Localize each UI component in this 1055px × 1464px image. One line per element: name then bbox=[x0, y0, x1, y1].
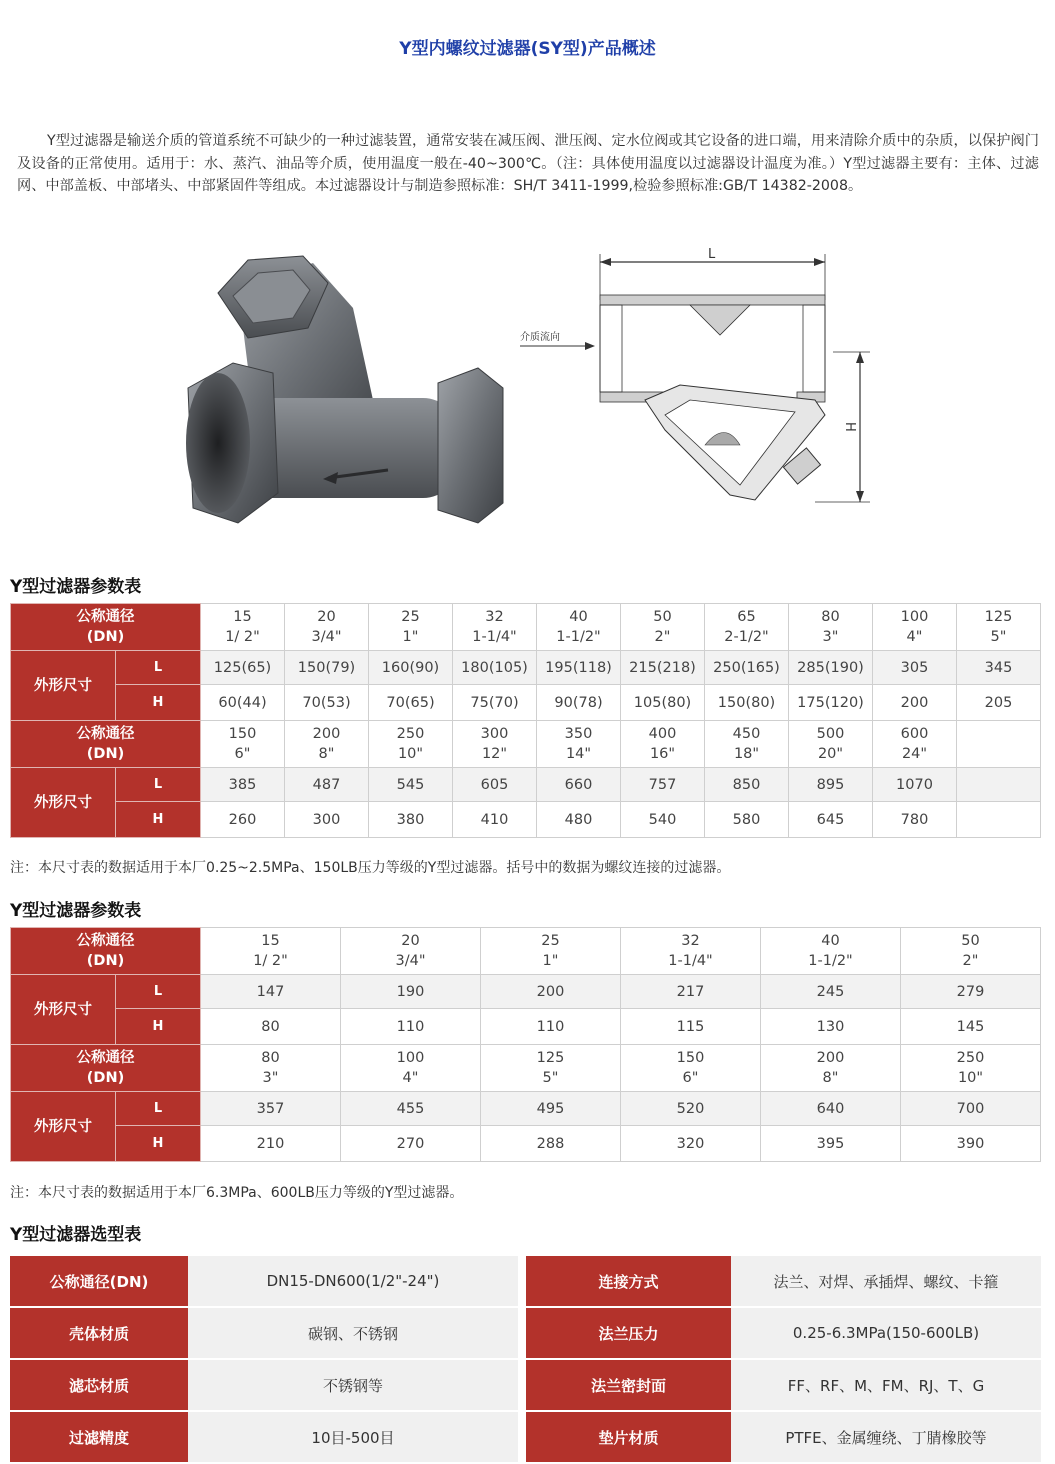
L-cell: 850 bbox=[705, 768, 789, 802]
H-cell: 780 bbox=[873, 802, 957, 838]
inch-value: 10" bbox=[957, 1070, 984, 1086]
L-cell: 147 bbox=[201, 975, 341, 1009]
L-cell: 545 bbox=[369, 768, 453, 802]
inch-value: 6" bbox=[682, 1070, 699, 1086]
inch-value: 18" bbox=[733, 746, 760, 762]
y-strainer-section-drawing-icon bbox=[515, 240, 895, 520]
parameter-table-2 bbox=[10, 927, 1041, 1162]
H-cell: 395 bbox=[761, 1126, 901, 1162]
dn-cell bbox=[341, 928, 481, 975]
H-cell: 90(78) bbox=[537, 685, 621, 721]
selection-row bbox=[10, 1412, 1041, 1464]
H-cell: 320 bbox=[621, 1126, 761, 1162]
L-cell: 640 bbox=[761, 1092, 901, 1126]
dn-value: 25 bbox=[541, 933, 560, 949]
inch-value: 5" bbox=[542, 1070, 559, 1086]
H-cell: 80 bbox=[201, 1009, 341, 1045]
table1-title: Y型过滤器参数表 bbox=[10, 577, 142, 597]
inch-value: 3/4" bbox=[395, 953, 426, 969]
dn-header-line2: (DN) bbox=[86, 746, 125, 762]
inch-value: 5" bbox=[990, 629, 1007, 645]
dn-cell bbox=[621, 1045, 761, 1092]
dn-cell bbox=[201, 928, 341, 975]
selection-value: 10目-500目 bbox=[188, 1412, 526, 1464]
inch-value: 2" bbox=[654, 629, 671, 645]
H-header: H bbox=[116, 802, 201, 838]
dn-value: 450 bbox=[732, 726, 761, 742]
dn-value: 25 bbox=[401, 609, 420, 625]
dn-value: 80 bbox=[261, 1050, 280, 1066]
dn-value: 40 bbox=[569, 609, 588, 625]
dn-header-line1: 公称通径 bbox=[76, 1050, 135, 1066]
L-cell: 487 bbox=[285, 768, 369, 802]
dn-value: 32 bbox=[485, 609, 504, 625]
selection-label: 法兰压力 bbox=[526, 1308, 731, 1360]
inch-value: 16" bbox=[649, 746, 676, 762]
L-cell: 125(65) bbox=[201, 651, 285, 685]
dn-cell bbox=[341, 1045, 481, 1092]
inch-value: 1-1/2" bbox=[808, 953, 853, 969]
H-cell: 130 bbox=[761, 1009, 901, 1045]
H-header: H bbox=[116, 1009, 201, 1045]
page-title: Y型内螺纹过滤器(SY型)产品概述 bbox=[399, 39, 656, 59]
cross-section-diagram bbox=[515, 240, 895, 520]
L-cell: 217 bbox=[621, 975, 761, 1009]
dn-row bbox=[11, 604, 1041, 651]
H-cell: 300 bbox=[285, 802, 369, 838]
intro-paragraph bbox=[17, 130, 1039, 198]
inch-value: 1" bbox=[402, 629, 419, 645]
H-cell: 70(65) bbox=[369, 685, 453, 721]
L-cell: 757 bbox=[621, 768, 705, 802]
dn-value: 350 bbox=[564, 726, 593, 742]
dn-cell bbox=[369, 721, 453, 768]
dn-cell bbox=[285, 721, 369, 768]
dn-header bbox=[11, 1045, 201, 1092]
selection-label: 法兰密封面 bbox=[526, 1360, 731, 1412]
H-cell: 175(120) bbox=[789, 685, 873, 721]
height-row bbox=[11, 1126, 1041, 1162]
L-cell: 495 bbox=[481, 1092, 621, 1126]
dn-value: 250 bbox=[396, 726, 425, 742]
selection-label: 滤芯材质 bbox=[10, 1360, 188, 1412]
H-cell: 380 bbox=[369, 802, 453, 838]
dn-cell bbox=[957, 604, 1041, 651]
H-cell: 70(53) bbox=[285, 685, 369, 721]
L-cell bbox=[957, 768, 1041, 802]
dn-header bbox=[11, 721, 201, 768]
H-cell: 205 bbox=[957, 685, 1041, 721]
L-cell: 895 bbox=[789, 768, 873, 802]
selection-label: 连接方式 bbox=[526, 1256, 731, 1308]
L-cell: 660 bbox=[537, 768, 621, 802]
H-cell: 105(80) bbox=[621, 685, 705, 721]
height-row bbox=[11, 802, 1041, 838]
length-row bbox=[11, 975, 1041, 1009]
inch-value: 1/ 2" bbox=[225, 629, 260, 645]
length-row bbox=[11, 1092, 1041, 1126]
product-photo bbox=[178, 248, 508, 538]
H-cell: 145 bbox=[901, 1009, 1041, 1045]
table1-note: 注：本尺寸表的数据适用于本厂0.25~2.5MPa、150LB压力等级的Y型过滤器。括号中的数据为螺纹连接的过滤器。 bbox=[10, 860, 731, 876]
dn-value: 400 bbox=[648, 726, 677, 742]
dn-cell bbox=[901, 928, 1041, 975]
inch-value: 8" bbox=[822, 1070, 839, 1086]
dn-cell bbox=[453, 604, 537, 651]
inch-value: 20" bbox=[817, 746, 844, 762]
selection-row bbox=[10, 1308, 1041, 1360]
dn-value: 300 bbox=[480, 726, 509, 742]
dn-value: 600 bbox=[900, 726, 929, 742]
dn-value: 100 bbox=[396, 1050, 425, 1066]
dn-value: 32 bbox=[681, 933, 700, 949]
selection-table bbox=[10, 1256, 1041, 1464]
dn-cell bbox=[957, 721, 1041, 768]
dn-cell bbox=[537, 604, 621, 651]
H-cell: 410 bbox=[453, 802, 537, 838]
selection-label: 过滤精度 bbox=[10, 1412, 188, 1464]
dn-row bbox=[11, 928, 1041, 975]
L-cell: 357 bbox=[201, 1092, 341, 1126]
table2-title: Y型过滤器参数表 bbox=[10, 901, 142, 921]
dimension-header: 外形尺寸 bbox=[11, 975, 116, 1045]
L-cell: 190 bbox=[341, 975, 481, 1009]
selection-value: PTFE、金属缠绕、丁腈橡胶等 bbox=[731, 1412, 1041, 1464]
inch-value: 8" bbox=[318, 746, 335, 762]
dn-cell bbox=[369, 604, 453, 651]
inch-value: 1-1/4" bbox=[668, 953, 713, 969]
selection-value: FF、RF、M、FM、RJ、T、G bbox=[731, 1360, 1041, 1412]
selection-value: DN15-DN600(1/2"-24") bbox=[188, 1256, 526, 1308]
L-cell: 305 bbox=[873, 651, 957, 685]
dimension-header: 外形尺寸 bbox=[11, 768, 116, 838]
L-cell: 200 bbox=[481, 975, 621, 1009]
dim-H-label: H bbox=[842, 422, 857, 432]
H-cell: 288 bbox=[481, 1126, 621, 1162]
dim-L-label: L bbox=[708, 247, 716, 262]
H-cell: 260 bbox=[201, 802, 285, 838]
dimension-header: 外形尺寸 bbox=[11, 1092, 116, 1162]
L-cell: 180(105) bbox=[453, 651, 537, 685]
dn-value: 80 bbox=[821, 609, 840, 625]
length-row bbox=[11, 651, 1041, 685]
dn-cell bbox=[621, 721, 705, 768]
inch-value: 1-1/2" bbox=[556, 629, 601, 645]
dn-cell bbox=[481, 1045, 621, 1092]
inch-value: 3" bbox=[262, 1070, 279, 1086]
H-cell: 480 bbox=[537, 802, 621, 838]
selection-row bbox=[10, 1360, 1041, 1412]
L-header: L bbox=[116, 768, 201, 802]
dn-cell bbox=[201, 1045, 341, 1092]
H-cell: 200 bbox=[873, 685, 957, 721]
y-strainer-photo-icon bbox=[178, 248, 508, 538]
H-cell: 115 bbox=[621, 1009, 761, 1045]
H-header: H bbox=[116, 1126, 201, 1162]
L-cell: 160(90) bbox=[369, 651, 453, 685]
H-cell: 390 bbox=[901, 1126, 1041, 1162]
H-cell: 75(70) bbox=[453, 685, 537, 721]
dn-cell bbox=[873, 721, 957, 768]
dn-row bbox=[11, 721, 1041, 768]
L-cell: 250(165) bbox=[705, 651, 789, 685]
inch-value: 10" bbox=[397, 746, 424, 762]
inch-value: 14" bbox=[565, 746, 592, 762]
dn-value: 150 bbox=[228, 726, 257, 742]
inch-value: 1-1/4" bbox=[472, 629, 517, 645]
height-row bbox=[11, 685, 1041, 721]
table2-note: 注：本尺寸表的数据适用于本厂6.3MPa、600LB压力等级的Y型过滤器。 bbox=[10, 1185, 464, 1201]
L-cell: 215(218) bbox=[621, 651, 705, 685]
dn-cell bbox=[201, 721, 285, 768]
L-cell: 345 bbox=[957, 651, 1041, 685]
dn-header bbox=[11, 928, 201, 975]
L-cell: 279 bbox=[901, 975, 1041, 1009]
selection-row bbox=[10, 1256, 1041, 1308]
flow-direction-label: 介质流向 bbox=[520, 332, 560, 343]
L-cell: 1070 bbox=[873, 768, 957, 802]
H-cell: 210 bbox=[201, 1126, 341, 1162]
dn-header-line1: 公称通径 bbox=[76, 933, 135, 949]
dn-cell bbox=[705, 721, 789, 768]
inch-value: 12" bbox=[481, 746, 508, 762]
dn-header-line2: (DN) bbox=[86, 1070, 125, 1086]
dn-value: 125 bbox=[984, 609, 1013, 625]
dn-cell bbox=[201, 604, 285, 651]
dn-cell bbox=[873, 604, 957, 651]
dn-cell bbox=[901, 1045, 1041, 1092]
dn-cell bbox=[481, 928, 621, 975]
H-header: H bbox=[116, 685, 201, 721]
inch-value: 24" bbox=[901, 746, 928, 762]
inch-value: 2-1/2" bbox=[724, 629, 769, 645]
dn-cell bbox=[761, 1045, 901, 1092]
selection-value: 0.25-6.3MPa(150-600LB) bbox=[731, 1308, 1041, 1360]
L-header: L bbox=[116, 1092, 201, 1126]
dn-cell bbox=[705, 604, 789, 651]
inch-value: 3" bbox=[822, 629, 839, 645]
H-cell: 645 bbox=[789, 802, 873, 838]
inch-value: 3/4" bbox=[311, 629, 342, 645]
dn-header-line1: 公称通径 bbox=[76, 609, 135, 625]
dimension-header: 外形尺寸 bbox=[11, 651, 116, 721]
H-cell: 110 bbox=[481, 1009, 621, 1045]
dn-value: 50 bbox=[653, 609, 672, 625]
H-cell: 540 bbox=[621, 802, 705, 838]
dn-value: 200 bbox=[816, 1050, 845, 1066]
L-cell: 520 bbox=[621, 1092, 761, 1126]
selection-label: 公称通径(DN) bbox=[10, 1256, 188, 1308]
dn-header-line2: (DN) bbox=[86, 629, 125, 645]
dn-value: 15 bbox=[233, 609, 252, 625]
selection-label: 壳体材质 bbox=[10, 1308, 188, 1360]
L-header: L bbox=[116, 651, 201, 685]
selection-value: 法兰、对焊、承插焊、螺纹、卡箍 bbox=[731, 1256, 1041, 1308]
dn-value: 65 bbox=[737, 609, 756, 625]
dn-cell bbox=[453, 721, 537, 768]
dn-value: 150 bbox=[676, 1050, 705, 1066]
H-cell: 270 bbox=[341, 1126, 481, 1162]
dn-value: 125 bbox=[536, 1050, 565, 1066]
dn-cell bbox=[761, 928, 901, 975]
dn-header bbox=[11, 604, 201, 651]
length-row bbox=[11, 768, 1041, 802]
dn-cell bbox=[285, 604, 369, 651]
L-cell: 150(79) bbox=[285, 651, 369, 685]
H-cell: 150(80) bbox=[705, 685, 789, 721]
dn-value: 200 bbox=[312, 726, 341, 742]
dn-cell bbox=[789, 721, 873, 768]
H-cell bbox=[957, 802, 1041, 838]
dn-value: 50 bbox=[961, 933, 980, 949]
selection-value: 不锈钢等 bbox=[188, 1360, 526, 1412]
parameter-table-1 bbox=[10, 603, 1041, 838]
dn-value: 20 bbox=[401, 933, 420, 949]
dn-value: 100 bbox=[900, 609, 929, 625]
dn-value: 15 bbox=[261, 933, 280, 949]
H-cell: 110 bbox=[341, 1009, 481, 1045]
L-header: L bbox=[116, 975, 201, 1009]
inch-value: 1/ 2" bbox=[253, 953, 288, 969]
dn-cell bbox=[621, 928, 761, 975]
dn-value: 20 bbox=[317, 609, 336, 625]
L-cell: 285(190) bbox=[789, 651, 873, 685]
height-row bbox=[11, 1009, 1041, 1045]
dn-cell bbox=[789, 604, 873, 651]
dn-cell bbox=[621, 604, 705, 651]
dn-row bbox=[11, 1045, 1041, 1092]
intro-text: Y型过滤器是输送介质的管道系统不可缺少的一种过滤装置，通常安装在减压阀、泄压阀、定水位阀或其它设备的进口端，用来清除介质中的杂质，以保护阀门及设备的正常使用。适用于：水、蒸汽、油品等介质，使用温度一般在-40~300℃。（注：具体使用温度以过滤器设计温度为准。）Y型过滤器主要有：主体、过滤网、中部盖板、中部堵头、中部紧固件等组成。本过滤器设计与制造参照标准：SH/T 3411-1999,检验参照标准:GB/T 14382-2008。 bbox=[17, 133, 1039, 194]
dn-cell bbox=[537, 721, 621, 768]
L-cell: 455 bbox=[341, 1092, 481, 1126]
selection-label: 垫片材质 bbox=[526, 1412, 731, 1464]
inch-value: 2" bbox=[962, 953, 979, 969]
selection-title: Y型过滤器选型表 bbox=[10, 1225, 142, 1245]
L-cell: 385 bbox=[201, 768, 285, 802]
L-cell: 700 bbox=[901, 1092, 1041, 1126]
dn-value: 500 bbox=[816, 726, 845, 742]
H-cell: 580 bbox=[705, 802, 789, 838]
inch-value: 4" bbox=[906, 629, 923, 645]
dn-header-line1: 公称通径 bbox=[76, 726, 135, 742]
inch-value: 6" bbox=[234, 746, 251, 762]
L-cell: 195(118) bbox=[537, 651, 621, 685]
L-cell: 605 bbox=[453, 768, 537, 802]
dn-value: 40 bbox=[821, 933, 840, 949]
L-cell: 245 bbox=[761, 975, 901, 1009]
selection-value: 碳钢、不锈钢 bbox=[188, 1308, 526, 1360]
H-cell: 60(44) bbox=[201, 685, 285, 721]
dn-value: 250 bbox=[956, 1050, 985, 1066]
inch-value: 1" bbox=[542, 953, 559, 969]
dn-header-line2: (DN) bbox=[86, 953, 125, 969]
inch-value: 4" bbox=[402, 1070, 419, 1086]
